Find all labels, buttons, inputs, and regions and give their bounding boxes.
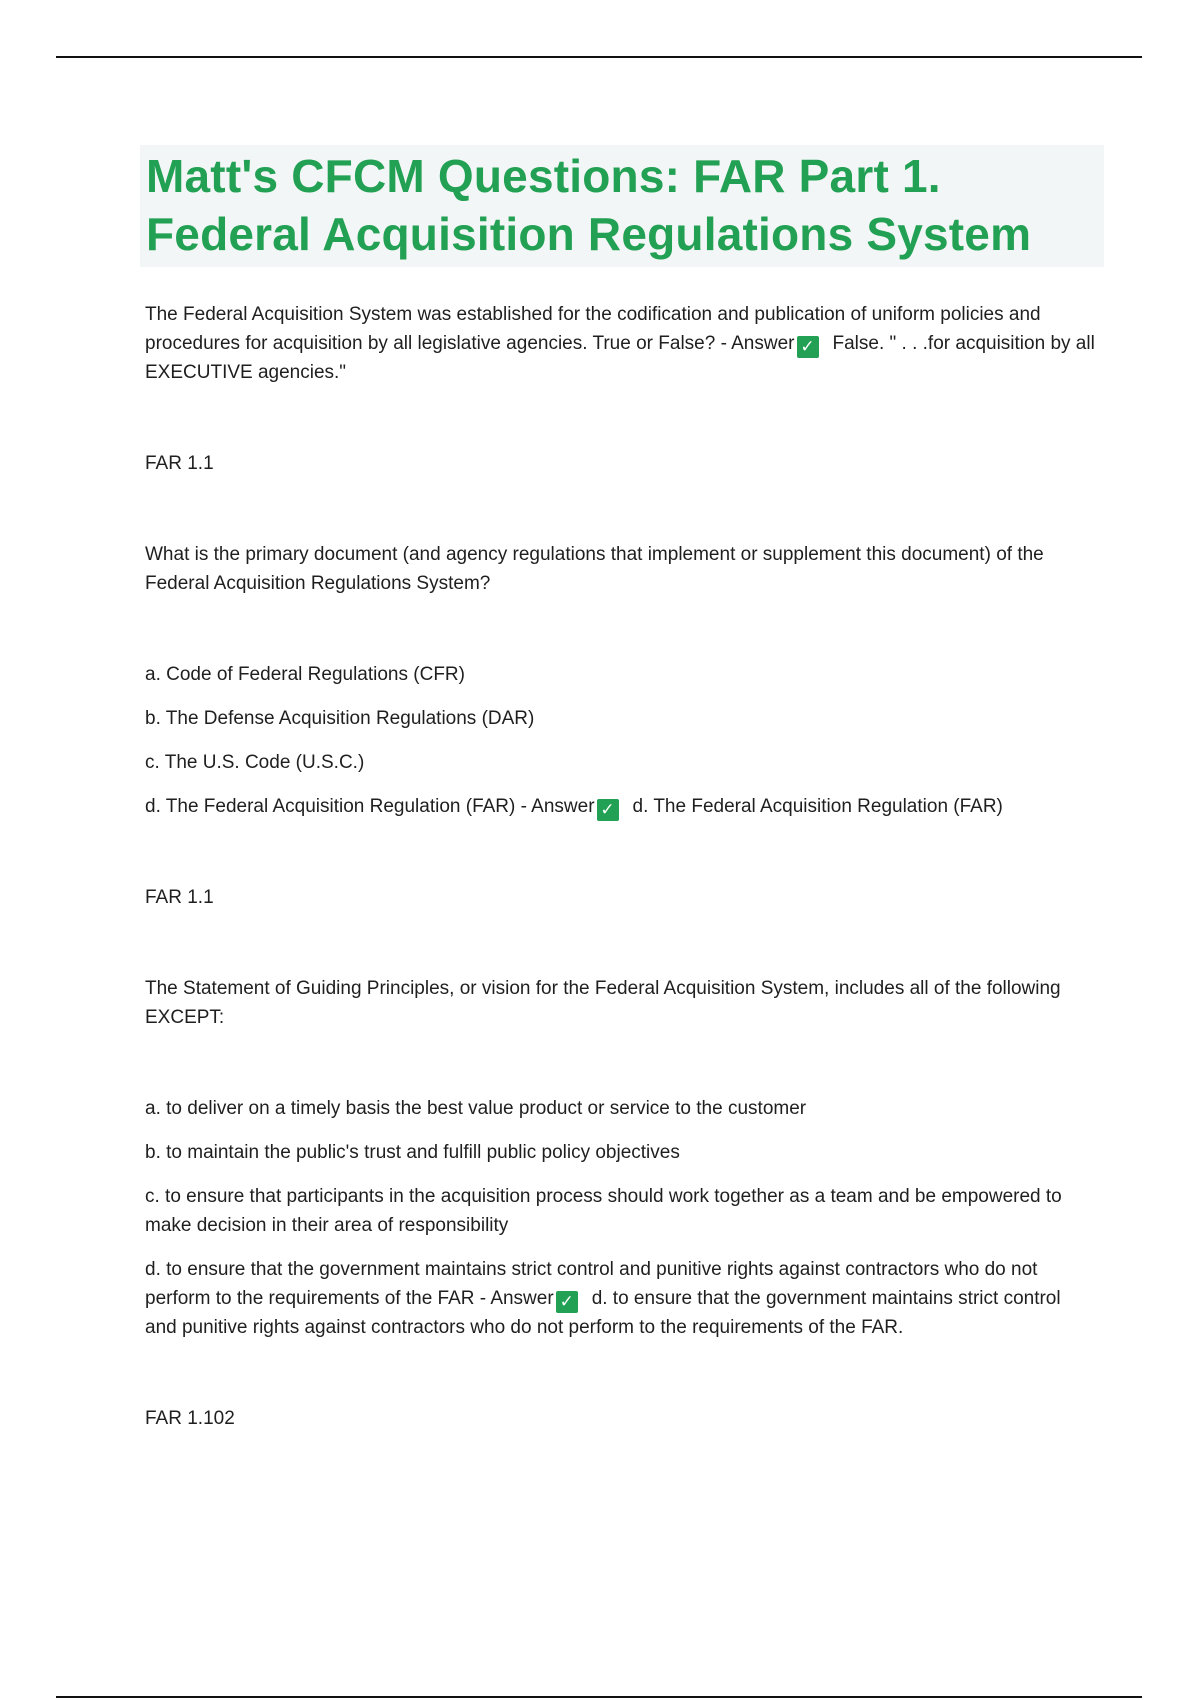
question-1 <box>145 300 1095 387</box>
check-mark-icon: ✓ <box>797 336 819 358</box>
question-3-option-d-text: d. to ensure that the government maintains strict control and punitive rights against contractors who do not perform to the requirements of the FAR - Answer <box>145 1259 1038 1309</box>
title-line-1: Matt's CFCM Questions: FAR Part 1. <box>146 150 941 202</box>
question-2-answer: d. The Federal Acquisition Regulation (FAR) <box>632 796 1003 817</box>
question-3-answer: d. to ensure that the government maintains strict control and punitive rights against contractors who do not perform to the requirements of the FAR. <box>145 1288 1061 1338</box>
question-3-option-c: c. to ensure that participants in the acquisition process should work together as a team and be empowered to make decision in their area of responsibility <box>145 1186 1062 1236</box>
document-title <box>146 147 1098 263</box>
title-block <box>140 145 1104 267</box>
question-2-text: What is the primary document (and agency regulations that implement or supplement this document) of the Federal Acquisition Regulations System? <box>145 544 1044 594</box>
question-1-answer: False. " . . .for acquisition by all EXECUTIVE agencies." <box>145 333 1095 383</box>
qa-content <box>145 300 1095 1433</box>
question-1-reference: FAR 1.1 <box>145 453 214 474</box>
question-3-option-b: b. to maintain the public's trust and fulfill public policy objectives <box>145 1142 680 1163</box>
question-1-text: The Federal Acquisition System was established for the codification and publication of uniform policies and procedures for acquisition by all legislative agencies. True or False? - Answer <box>145 304 1041 354</box>
question-3-reference: FAR 1.102 <box>145 1408 235 1429</box>
check-mark-icon: ✓ <box>597 799 619 821</box>
question-3-option-d <box>145 1255 1095 1342</box>
question-2-option-b: b. The Defense Acquisition Regulations (DAR) <box>145 708 535 729</box>
question-3-option-a: a. to deliver on a timely basis the best value product or service to the customer <box>145 1098 807 1119</box>
check-mark-icon: ✓ <box>556 1291 578 1313</box>
bottom-rule <box>56 1696 1142 1698</box>
question-2-option-d <box>145 792 1095 821</box>
question-2-option-a: a. Code of Federal Regulations (CFR) <box>145 664 465 685</box>
question-2-option-d-text: d. The Federal Acquisition Regulation (FAR) - Answer <box>145 796 595 817</box>
title-line-2: Federal Acquisition Regulations System <box>146 208 1032 260</box>
top-rule <box>56 56 1142 58</box>
question-3-text: The Statement of Guiding Principles, or vision for the Federal Acquisition System, includes all of the following EXCEPT: <box>145 978 1061 1028</box>
question-2-reference: FAR 1.1 <box>145 887 214 908</box>
question-2-option-c: c. The U.S. Code (U.S.C.) <box>145 752 365 773</box>
